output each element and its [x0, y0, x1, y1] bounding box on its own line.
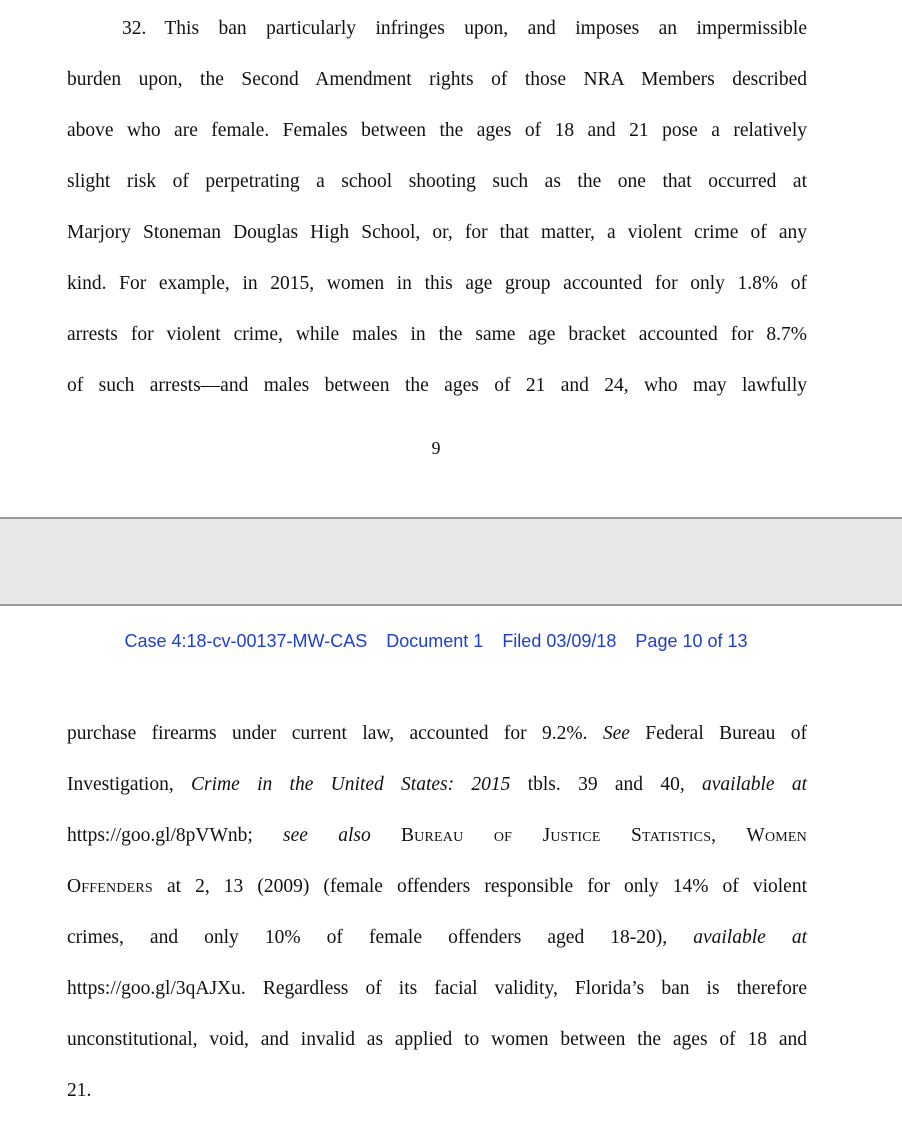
available-at: available at	[702, 774, 808, 795]
paragraph-continuation	[67, 708, 807, 1116]
text-line	[67, 861, 807, 912]
cited-source: Bureau of Justice Statistics, Women	[400, 825, 807, 846]
text-line	[67, 912, 807, 963]
text-line: kind. For example, in 2015, women in this age group accounted for only 1.8% of	[67, 273, 807, 294]
signal-see: See	[602, 723, 630, 744]
case-number: Case 4:18-cv-00137-MW-CAS	[124, 631, 368, 651]
text-line-content: This ban particularly infringes upon, and imposes an impermissible	[164, 18, 807, 39]
cited-title: Crime in the United States: 2015	[191, 774, 511, 795]
text-segment: purchase firearms under current law, accounted for 9.2%.	[67, 723, 588, 744]
text-line	[67, 810, 807, 861]
text-line: of such arrests—and males between the ages of 21 and 24, who may lawfully	[67, 375, 807, 396]
citation-url: https://goo.gl/8pVWnb;	[67, 825, 253, 846]
text-line	[122, 3, 807, 54]
text-segment: crimes, and only 10% of female offenders aged 18-20),	[67, 927, 668, 948]
page-9	[0, 0, 902, 517]
text-line: https://goo.gl/3qAJXu. Regardless of its facial validity, Florida’s ban is therefore	[67, 978, 807, 999]
text-line: burden upon, the Second Amendment rights of those NRA Members described	[67, 69, 807, 90]
document-number: Document 1	[386, 631, 484, 651]
text-line: Marjory Stoneman Douglas High School, or, for that matter, a violent crime of any	[67, 222, 807, 243]
text-line: above who are female. Females between the ages of 18 and 21 pose a relatively	[67, 120, 807, 141]
text-line: arrests for violent crime, while males in the same age bracket accounted for 8.7%	[67, 324, 807, 345]
text-segment: Federal Bureau of	[645, 723, 808, 744]
paragraph-32	[67, 3, 807, 411]
page-count: Page 10 of 13	[635, 631, 748, 651]
filed-date: Filed 03/09/18	[502, 631, 617, 651]
signal-see-also: see also	[283, 825, 371, 846]
text-segment: tbls. 39 and 40,	[527, 774, 685, 795]
text-segment: at 2, 13 (2009) (female offenders responsible for only 14% of violent	[166, 876, 807, 897]
cited-source: Offenders	[67, 876, 153, 897]
text-segment: Investigation,	[67, 774, 174, 795]
page-number: 9	[431, 438, 441, 458]
text-line	[67, 759, 807, 810]
available-at: available at	[693, 927, 807, 948]
paragraph-number: 32.	[122, 18, 147, 39]
text-line	[67, 708, 807, 759]
page-separator	[0, 517, 902, 606]
text-line: unconstitutional, void, and invalid as applied to women between the ages of 18 and	[67, 1029, 807, 1050]
text-line: slight risk of perpetrating a school shooting such as the one that occurred at	[67, 171, 807, 192]
case-header	[0, 631, 872, 652]
text-line: 21.	[67, 1080, 92, 1101]
